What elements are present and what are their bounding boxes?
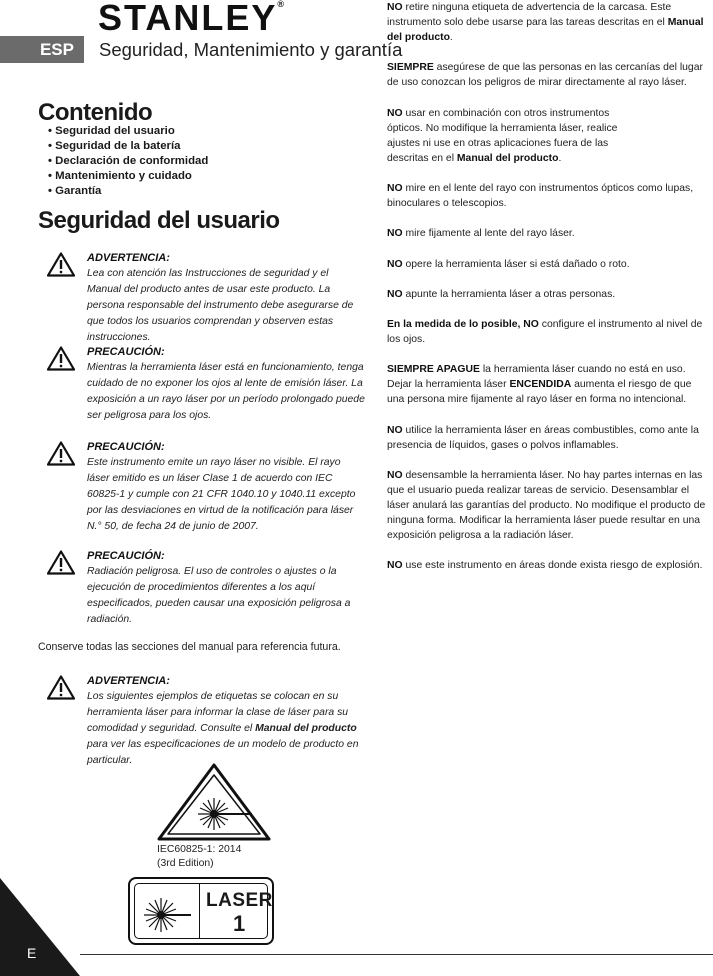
warning-text: Los siguientes ejemplos de etiquetas se colocan en su herramienta láser para informar la clase de láser para su comodidad y seguridad. Consulte el Manual del producto para ver las especificaciones de un modelo de producto en particular. [87, 691, 359, 766]
safety-rule: NO mire en el lente del rayo con instrumentos ópticos como lupas, binoculares o telescopios. [387, 183, 694, 210]
page-corner-tab [0, 878, 80, 976]
keep-manual-note: Conserve todas las secciones del manual para referencia futura. [38, 641, 341, 653]
warning-triangle-icon [47, 550, 75, 575]
safety-rule: NO use este instrumento en áreas donde exista riesgo de explosión. [387, 560, 703, 572]
contents-heading: Contenido [38, 99, 153, 126]
label-warning-block [47, 674, 365, 769]
safety-rule: NO usar en combinación con otros instrumentos ópticos. No modifique la herramienta láser, realice ajustes ni use en otras aplicaciones fuera de las descritas en el Manual del producto. [387, 107, 618, 164]
safety-rule: NO utilice la herramienta láser en áreas combustibles, como ante la presencia de líquidos, gases o polvos inflamables. [387, 424, 699, 451]
iec-edition-line: (3rd Edition) [157, 858, 214, 869]
safety-rule: En la medida de lo posible, NO configure el instrumento al nivel de los ojos. [387, 318, 703, 346]
laser-starburst-icon [141, 890, 193, 940]
caution-block [47, 549, 365, 628]
contents-item: • Mantenimiento y cuidado [48, 169, 208, 184]
contents-item: • Declaración de conformidad [48, 154, 208, 169]
document-subtitle: Seguridad, Mantenimiento y garantía [99, 39, 403, 60]
laser-hazard-triangle-icon [156, 762, 272, 842]
brand-name: STANLEY [98, 0, 278, 38]
safety-rule: NO retire ninguna etiqueta de advertencia de la carcasa. Este instrumento solo debe usarse para las tareas descritas en el Manual del producto. [387, 2, 704, 44]
user-safety-heading: Seguridad del usuario [38, 207, 280, 234]
caution-block [47, 345, 365, 424]
iec-standard-line: IEC60825-1: 2014 [157, 844, 242, 855]
manual-reference: Manual del producto [255, 723, 357, 734]
laser-class-number: 1 [233, 911, 246, 936]
contents-item: • Seguridad de la batería [48, 139, 208, 154]
caution-heading: PRECAUCIÓN: [87, 441, 165, 453]
caution-heading: PRECAUCIÓN: [87, 346, 165, 358]
brand-logo [98, 0, 284, 36]
contents-item: • Seguridad del usuario [48, 124, 208, 139]
warning-block [47, 251, 365, 346]
contents-item: • Garantía [48, 184, 208, 199]
safety-rule: SIEMPRE asegúrese de que las personas en las cercanías del lugar de uso conozcan los peligros de mirar directamente al rayo láser. [387, 62, 703, 89]
language-tab: ESP [0, 36, 84, 63]
warning-text: Lea con atención las Instrucciones de seguridad y el Manual del producto antes de usar este producto. La persona responsable del instrumento debe asegurarse de que todos los usuarios comprendan y observen estas instrucciones. [87, 268, 354, 343]
laser-word: LASER [206, 890, 273, 911]
caution-text: Mientras la herramienta láser está en funcionamiento, tenga cuidado de no exponer los ojos al lente de emisión láser. La exposición a un rayo láser por un período prolongado puede ser peligrosa para los ojos. [87, 362, 365, 421]
page-letter: E [27, 945, 37, 961]
footer-divider [80, 954, 713, 955]
safety-rules-column [387, 0, 709, 589]
contents-list [48, 124, 208, 199]
safety-rule: NO apunte la herramienta láser a otras personas. [387, 288, 616, 300]
caution-block [47, 440, 365, 535]
safety-rule: SIEMPRE APAGUE la herramienta láser cuando no está en uso. Dejar la herramienta láser ENCENDIDA aumenta el riesgo de que una persona mire fijamente al rayo láser en forma no intencional. [387, 364, 692, 406]
safety-rule: NO mire fijamente al lente del rayo láser. [387, 228, 575, 240]
warning-heading: ADVERTENCIA: [87, 675, 170, 687]
warning-triangle-icon [47, 346, 75, 371]
warning-triangle-icon [47, 252, 75, 277]
warning-heading: ADVERTENCIA: [87, 252, 170, 264]
caution-text: Radiación peligrosa. El uso de controles o ajustes o la ejecución de procedimientos diferentes a los aquí especificados, pueden causar una exposición peligrosa a radiación. [87, 566, 351, 625]
safety-rule: NO desensamble la herramienta láser. No hay partes internas en las que el usuario pueda realizar tareas de servicio. Desensamblar el láser anulará las garantías del producto. No modifique el producto de ninguna forma. Modificar la herramienta láser puede resultar en una exposición peligrosa a la radiación láser. [387, 469, 706, 542]
iec-standard-text [157, 843, 241, 871]
warning-triangle-icon [47, 675, 75, 700]
warning-triangle-icon [47, 441, 75, 466]
caution-text: Este instrumento emite un rayo láser no visible. El rayo láser emitido es un láser Clase 1 de acuerdo con IEC 60825-1 y cumple con 21 CFR 1040.10 y 1040.11 excepto por las desviaciones en virtud de la notificación para láser N.° 50, de fecha 24 de junio de 2007. [87, 457, 356, 532]
laser-class-label [128, 877, 274, 945]
label-divider [199, 884, 200, 938]
brand-registered-mark: ® [277, 0, 284, 9]
caution-heading: PRECAUCIÓN: [87, 550, 165, 562]
safety-rule: NO opere la herramienta láser si está dañado o roto. [387, 258, 630, 270]
